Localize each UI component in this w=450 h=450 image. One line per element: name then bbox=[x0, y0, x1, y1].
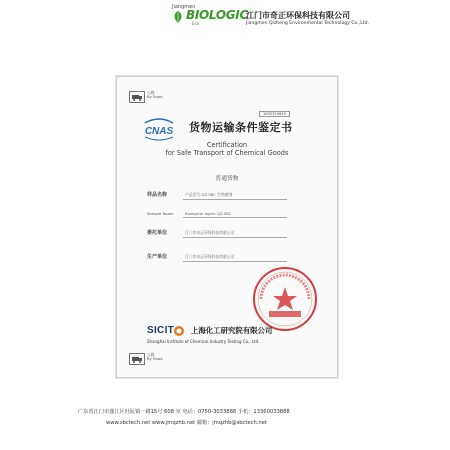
transport-mark-top-label-en: By Road bbox=[147, 94, 163, 100]
certificate-document bbox=[116, 76, 338, 378]
field-underline bbox=[183, 237, 287, 238]
sample-name-value: 产品型号:QZ-SBC 生物菌剂 bbox=[185, 192, 233, 197]
goods-category: 普通货物 bbox=[215, 176, 239, 182]
manufacturer-label: 生产单位 bbox=[147, 254, 168, 260]
client-value: 江门市奇正环保科技有限公司 bbox=[185, 230, 235, 235]
official-seal bbox=[251, 265, 319, 333]
issuer-logo: SICIT bbox=[147, 325, 175, 336]
transport-mark-bottom-label: 公路 bbox=[147, 352, 155, 357]
certificate-title-en: Certification bbox=[206, 141, 248, 149]
field-underline bbox=[183, 217, 287, 218]
sicit-emblem-icon bbox=[173, 325, 185, 337]
field-underline bbox=[183, 199, 287, 200]
cnas-logo bbox=[141, 117, 177, 143]
company-logo bbox=[172, 4, 248, 28]
certificate-subtitle-en: for Safe Transport of Chemical Goods bbox=[165, 149, 289, 157]
sample-name-label: 样品名称 bbox=[147, 192, 168, 198]
footer-web: www.sbctech.net www.jmqzhb.net 邮箱：jmqzhb@sbctech.net bbox=[106, 420, 267, 426]
truck-icon bbox=[129, 91, 145, 103]
client-label: 委托单位 bbox=[147, 230, 168, 236]
issuer-name-en: Shanghai Institute of Chemical Industry Testing Co., Ltd. bbox=[147, 339, 260, 344]
issuer-name-cn: 上海化工研究院有限公司 bbox=[191, 326, 273, 335]
manufacturer-value: 江门市奇正环保科技有限公司 bbox=[185, 254, 235, 259]
certificate-title-cn: 货物运输条件鉴定书 bbox=[189, 121, 293, 134]
page-header bbox=[0, 0, 450, 34]
logo-small-text: Jiangmen bbox=[172, 4, 196, 10]
logo-word: BIOLOGIC bbox=[186, 8, 248, 22]
cnas-label: CNAS bbox=[144, 126, 174, 137]
sample-name-value-en: Biological Agent QZ-SBC bbox=[185, 211, 232, 216]
logo-sub-text: Eco bbox=[192, 21, 200, 26]
field-underline bbox=[183, 261, 287, 262]
sample-name-label-en: Sample Name bbox=[147, 211, 174, 216]
leaf-icon bbox=[172, 10, 184, 24]
transport-mark-bottom-label-en: By Road bbox=[147, 356, 163, 362]
report-code: 1632319849 bbox=[259, 111, 290, 117]
company-name-cn: 江门市奇正环保科技有限公司 bbox=[246, 11, 350, 20]
footer-address: 广东省江门市蓬江区杜阮镇一路15号 608 室 电话：0750-3033888 手机：13360033888 bbox=[78, 409, 290, 415]
company-name-en: Jiangmen Qizheng Environmental Technology Co.,Ltd. bbox=[246, 21, 369, 26]
truck-icon bbox=[129, 353, 145, 365]
transport-mark-top-label: 公路 bbox=[147, 90, 155, 95]
